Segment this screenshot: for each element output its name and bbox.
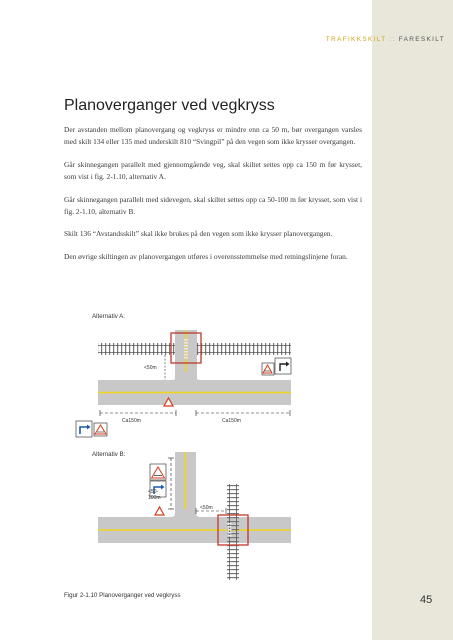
alt-a-crossing-distance: <50m xyxy=(144,365,157,371)
alt-b-railway-track xyxy=(227,484,239,580)
alt-a-left-sign xyxy=(76,421,107,437)
alt-a-left-distance: Ca150m xyxy=(122,418,141,424)
alt-a-distance-ruler xyxy=(100,410,290,416)
alt-b-label: Alternativ B: xyxy=(92,451,126,458)
paragraph: Der avstanden mellom planovergang og vegkryss er mindre enn ca 50 m, bør overgangen varsles med skilt 134 eller 135 med underskilt 810 “Svingpil” på den vegen som ikke krysser overgangen. xyxy=(64,125,362,147)
section-label-separator: :: xyxy=(389,36,396,43)
alt-b-crossing-distance: <50m xyxy=(200,505,213,511)
paragraph: Går skinnegangen parallelt med gjennomgående veg, skal skiltet settes opp ca 150 m før krysset, som vist i fig. 2-1.10, alternativ A. xyxy=(64,159,362,182)
alt-a-main-road xyxy=(98,372,291,405)
alt-b-side-distance-ruler xyxy=(168,458,174,509)
alt-a-label: Alternativ A: xyxy=(92,313,126,320)
alt-b-side-road xyxy=(175,452,196,518)
alt-b-side-distance-line2: 100m xyxy=(148,495,161,501)
alt-b-side-distance-line1: <50- xyxy=(148,489,159,495)
alt-a-right-distance: Ca150m xyxy=(222,418,241,424)
alt-a-right-sign xyxy=(262,358,291,375)
paragraph: Skilt 136 “Avstandsskilt” skal ikke brukes på den vegen som ikke krysser planovergangen. xyxy=(64,229,333,239)
section-label-subcategory: FARESKILT xyxy=(398,36,445,43)
alt-b-main-road xyxy=(98,509,291,543)
warning-triangle-icon xyxy=(155,507,164,515)
section-label-category: TRAFIKKSKILT xyxy=(325,36,387,43)
page-number: 45 xyxy=(420,594,433,606)
page-title: Planoverganger ved vegkryss xyxy=(64,97,275,114)
paragraph: Den øvrige skiltingen av planovergangen utføres i overensstemmelse med retningslinjene foran. xyxy=(64,251,348,261)
paragraph: Går skinnegangen parallelt med sidevegen, skal skiltet settes opp ca 50-100 m før krysset, som vist i fig. 2-1.10, alternativ B. xyxy=(64,194,362,217)
figure-caption: Figur 2-1.10 Planoverganger ved vegkryss xyxy=(64,592,181,599)
